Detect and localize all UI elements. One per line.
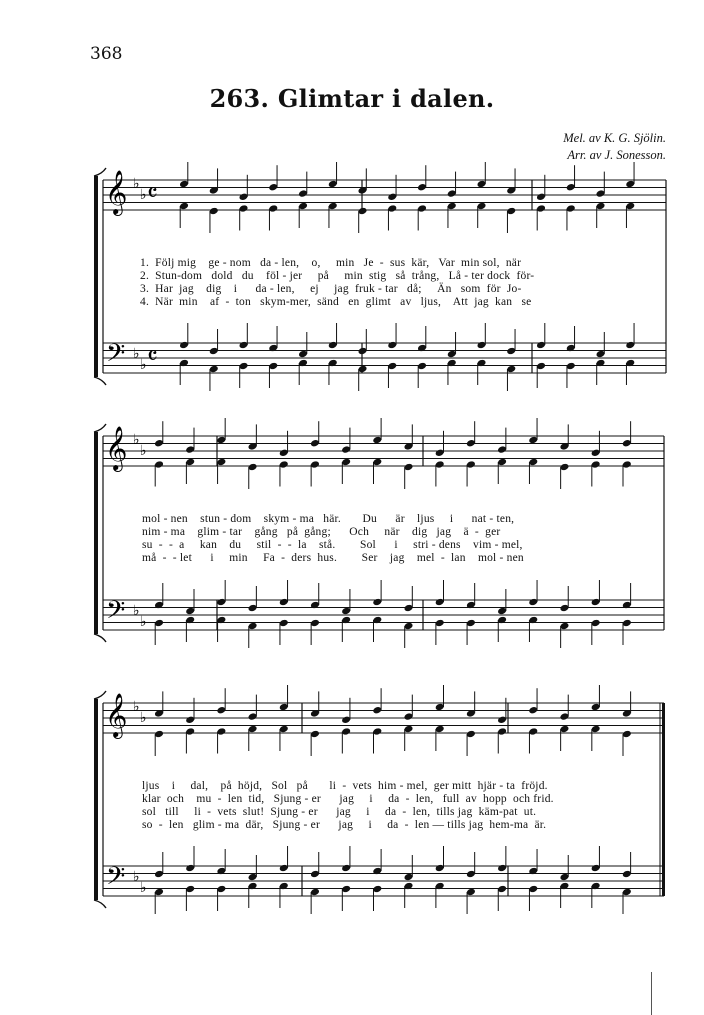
lyric-line: må - - let i min Fa - ders hus. Ser jag mel - lan mol - nen bbox=[142, 552, 524, 564]
lyric-line: so - len glim - ma där, Sjung - er jag i da - len — tills jag hem-ma är. bbox=[142, 819, 547, 831]
margin-rule bbox=[651, 972, 652, 1015]
key-flat: ♭ bbox=[140, 710, 147, 726]
page-number: 368 bbox=[90, 44, 123, 64]
key-flat: ♭ bbox=[140, 880, 147, 896]
system-bracket bbox=[94, 432, 98, 634]
lyric-line: mol - nen stun - dom skym - ma här. Du är ljus i nat - ten, bbox=[142, 513, 515, 525]
time-signature: 𝄴 bbox=[147, 179, 158, 207]
lyric-line: klar och mu - len tid, Sjung - er jag i da - len, full av hopp och frid. bbox=[142, 793, 554, 805]
key-flat: ♭ bbox=[133, 176, 140, 192]
key-flat: ♭ bbox=[140, 614, 147, 630]
system-bracket bbox=[94, 176, 98, 377]
lyric-line: 4. När min af - ton skym-mer, sänd en glimt av ljus, Att jag kan se bbox=[140, 296, 532, 308]
key-flat: ♭ bbox=[133, 603, 140, 619]
end-barline bbox=[662, 703, 665, 896]
lyric-line: 2. Stun-dom dold du föl - jer på min stig så trång, Lå - ter dock för- bbox=[140, 270, 535, 282]
key-flat: ♭ bbox=[140, 357, 147, 373]
key-flat: ♭ bbox=[140, 187, 147, 203]
treble-clef: 𝄞 bbox=[105, 170, 128, 214]
lyric-line: 1. Följ mig ge - nom da - len, o, min Je - sus kär, Var min sol, när bbox=[140, 257, 522, 269]
treble-clef: 𝄞 bbox=[105, 426, 128, 470]
treble-clef: 𝄞 bbox=[105, 693, 128, 737]
bass-clef: 𝄢 bbox=[106, 596, 126, 631]
bracket-hook bbox=[94, 377, 106, 385]
bracket-hook bbox=[94, 900, 106, 908]
key-flat: ♭ bbox=[133, 869, 140, 885]
hymn-title: 263. Glimtar i dalen. bbox=[209, 84, 495, 113]
arrangement-credit: Arr. av J. Sonesson. bbox=[567, 148, 666, 162]
bracket-hook bbox=[94, 634, 106, 642]
lyric-line: ljus i dal, på höjd, Sol på li - vets him - mel, ger mitt hjär - ta fröjd. bbox=[142, 780, 548, 792]
melody-credit: Mel. av K. G. Sjölin. bbox=[563, 131, 666, 145]
key-flat: ♭ bbox=[133, 346, 140, 362]
lyric-line: su - - a kan du stil - - la stå. Sol i stri - dens vim - mel, bbox=[142, 539, 523, 551]
key-flat: ♭ bbox=[133, 432, 140, 448]
key-flat: ♭ bbox=[140, 443, 147, 459]
lyric-line: 3. Har jag dig i da - len, ej jag fruk - tar då; Än som för Jo- bbox=[140, 283, 522, 295]
bass-clef: 𝄢 bbox=[106, 862, 126, 897]
time-signature: 𝄴 bbox=[147, 342, 158, 370]
system-bracket bbox=[94, 699, 98, 900]
key-flat: ♭ bbox=[133, 699, 140, 715]
bass-clef: 𝄢 bbox=[106, 339, 126, 374]
lyric-line: nim - ma glim - tar gång på gång; Och när dig jag ä - ger bbox=[142, 526, 501, 538]
lyric-line: sol till li - vets slut! Sjung - er jag i da - len, tills jag käm-pat ut. bbox=[142, 806, 537, 818]
